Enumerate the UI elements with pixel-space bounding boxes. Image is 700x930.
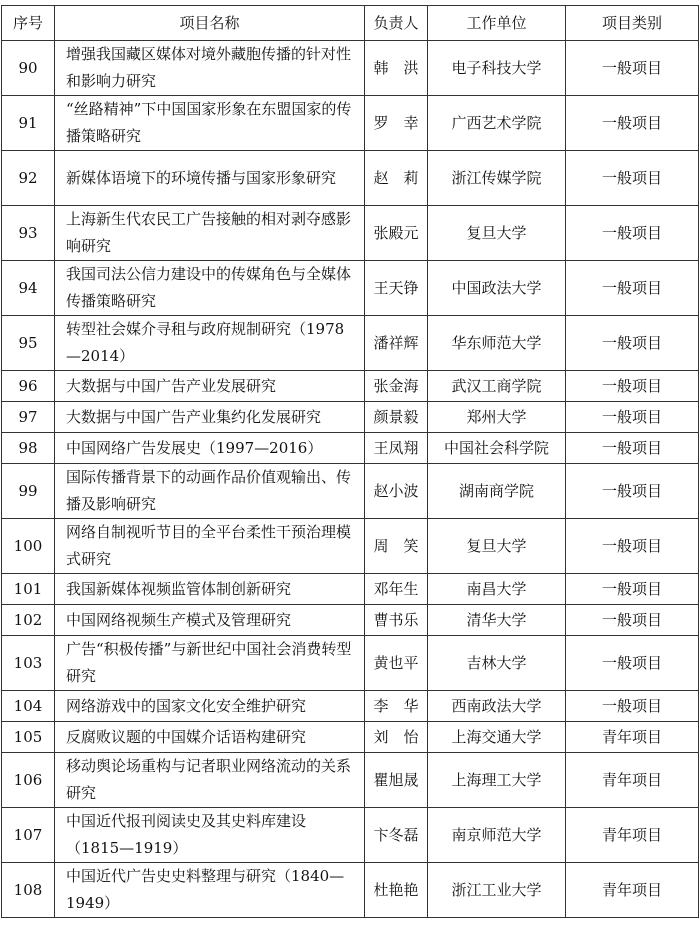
- row-project-name: 中国网络广告发展史（1997—2016）: [55, 433, 365, 464]
- row-project-name: 我国司法公信力建设中的传媒角色与全媒体传播策略研究: [55, 261, 365, 316]
- row-project-name: 广告“积极传播”与新世纪中国社会消费转型研究: [55, 636, 365, 691]
- row-unit: 中国政法大学: [428, 261, 566, 316]
- row-project-name: 中国近代广告史史料整理与研究（1840—1949）: [55, 863, 365, 918]
- table-row: [2, 402, 699, 433]
- row-category: 一般项目: [566, 151, 699, 206]
- row-category: 一般项目: [566, 206, 699, 261]
- row-project-name: 移动舆论场重构与记者职业网络流动的关系研究: [55, 753, 365, 808]
- header-project-name: 项目名称: [55, 6, 365, 41]
- row-person: 周 笑: [365, 519, 428, 574]
- row-unit: 复旦大学: [428, 206, 566, 261]
- table-row: [2, 574, 699, 605]
- row-category: 一般项目: [566, 96, 699, 151]
- row-unit: 复旦大学: [428, 519, 566, 574]
- table-row: [2, 41, 699, 96]
- row-unit: 上海理工大学: [428, 753, 566, 808]
- table-row: [2, 753, 699, 808]
- row-number: 102: [2, 605, 55, 636]
- row-number: 99: [2, 464, 55, 519]
- row-person: 赵小波: [365, 464, 428, 519]
- row-person: 张金海: [365, 371, 428, 402]
- row-person: 李 华: [365, 691, 428, 722]
- row-unit: 西南政法大学: [428, 691, 566, 722]
- row-project-name: 中国近代报刊阅读史及其史料库建设（1815—1919）: [55, 808, 365, 863]
- row-number: 92: [2, 151, 55, 206]
- row-number: 97: [2, 402, 55, 433]
- row-category: 青年项目: [566, 753, 699, 808]
- row-project-name: 新媒体语境下的环境传播与国家形象研究: [55, 151, 365, 206]
- row-person: 颜景毅: [365, 402, 428, 433]
- row-person: 邓年生: [365, 574, 428, 605]
- row-category: 一般项目: [566, 519, 699, 574]
- row-number: 94: [2, 261, 55, 316]
- row-category: 一般项目: [566, 574, 699, 605]
- row-person: 瞿旭晟: [365, 753, 428, 808]
- row-project-name: “丝路精神”下中国国家形象在东盟国家的传播策略研究: [55, 96, 365, 151]
- row-unit: 武汉工商学院: [428, 371, 566, 402]
- row-category: 青年项目: [566, 808, 699, 863]
- table-row: [2, 464, 699, 519]
- row-category: 一般项目: [566, 691, 699, 722]
- row-person: 张殿元: [365, 206, 428, 261]
- row-person: 杜艳艳: [365, 863, 428, 918]
- row-person: 黄也平: [365, 636, 428, 691]
- row-category: 青年项目: [566, 722, 699, 753]
- table-row: [2, 519, 699, 574]
- row-person: 卞冬磊: [365, 808, 428, 863]
- row-project-name: 网络游戏中的国家文化安全维护研究: [55, 691, 365, 722]
- row-number: 101: [2, 574, 55, 605]
- table-row: [2, 863, 699, 918]
- table-row: [2, 722, 699, 753]
- header-unit: 工作单位: [428, 6, 566, 41]
- row-number: 105: [2, 722, 55, 753]
- row-number: 95: [2, 316, 55, 371]
- project-table: [1, 5, 699, 918]
- row-unit: 郑州大学: [428, 402, 566, 433]
- table-row: [2, 96, 699, 151]
- row-person: 韩 洪: [365, 41, 428, 96]
- table-row: [2, 433, 699, 464]
- row-unit: 南昌大学: [428, 574, 566, 605]
- row-unit: 浙江工业大学: [428, 863, 566, 918]
- row-unit: 湖南商学院: [428, 464, 566, 519]
- row-person: 王天铮: [365, 261, 428, 316]
- table-row: [2, 691, 699, 722]
- table-row: [2, 206, 699, 261]
- row-project-name: 转型社会媒介寻租与政府规制研究（1978—2014）: [55, 316, 365, 371]
- row-project-name: 国际传播背景下的动画作品价值观输出、传播及影响研究: [55, 464, 365, 519]
- row-unit: 中国社会科学院: [428, 433, 566, 464]
- row-person: 赵 莉: [365, 151, 428, 206]
- row-person: 曹书乐: [365, 605, 428, 636]
- row-category: 一般项目: [566, 371, 699, 402]
- row-project-name: 大数据与中国广告产业发展研究: [55, 371, 365, 402]
- table-row: [2, 605, 699, 636]
- row-unit: 上海交通大学: [428, 722, 566, 753]
- row-project-name: 反腐败议题的中国媒介话语构建研究: [55, 722, 365, 753]
- row-category: 一般项目: [566, 433, 699, 464]
- table-row: [2, 316, 699, 371]
- row-category: 青年项目: [566, 863, 699, 918]
- row-unit: 华东师范大学: [428, 316, 566, 371]
- table-row: [2, 261, 699, 316]
- row-person: 罗 幸: [365, 96, 428, 151]
- row-project-name: 大数据与中国广告产业集约化发展研究: [55, 402, 365, 433]
- row-number: 96: [2, 371, 55, 402]
- header-no: 序号: [2, 6, 55, 41]
- row-unit: 广西艺术学院: [428, 96, 566, 151]
- row-number: 90: [2, 41, 55, 96]
- table-body: [2, 41, 699, 918]
- row-project-name: 中国网络视频生产模式及管理研究: [55, 605, 365, 636]
- row-number: 100: [2, 519, 55, 574]
- row-category: 一般项目: [566, 261, 699, 316]
- row-unit: 吉林大学: [428, 636, 566, 691]
- row-number: 98: [2, 433, 55, 464]
- row-project-name: 我国新媒体视频监管体制创新研究: [55, 574, 365, 605]
- row-category: 一般项目: [566, 605, 699, 636]
- row-category: 一般项目: [566, 636, 699, 691]
- row-number: 103: [2, 636, 55, 691]
- row-unit: 清华大学: [428, 605, 566, 636]
- row-project-name: 网络自制视听节目的全平台柔性干预治理模式研究: [55, 519, 365, 574]
- table-header-row: [2, 6, 699, 41]
- row-unit: 电子科技大学: [428, 41, 566, 96]
- row-number: 106: [2, 753, 55, 808]
- row-category: 一般项目: [566, 316, 699, 371]
- header-person: 负责人: [365, 6, 428, 41]
- row-number: 107: [2, 808, 55, 863]
- table-row: [2, 808, 699, 863]
- row-category: 一般项目: [566, 402, 699, 433]
- table-row: [2, 636, 699, 691]
- header-category: 项目类别: [566, 6, 699, 41]
- row-project-name: 增强我国藏区媒体对境外藏胞传播的针对性和影响力研究: [55, 41, 365, 96]
- table-row: [2, 151, 699, 206]
- row-unit: 浙江传媒学院: [428, 151, 566, 206]
- row-person: 潘祥辉: [365, 316, 428, 371]
- row-category: 一般项目: [566, 41, 699, 96]
- table-row: [2, 371, 699, 402]
- row-person: 王凤翔: [365, 433, 428, 464]
- row-category: 一般项目: [566, 464, 699, 519]
- row-number: 108: [2, 863, 55, 918]
- row-number: 91: [2, 96, 55, 151]
- row-person: 刘 怡: [365, 722, 428, 753]
- row-unit: 南京师范大学: [428, 808, 566, 863]
- row-project-name: 上海新生代农民工广告接触的相对剥夺感影响研究: [55, 206, 365, 261]
- row-number: 104: [2, 691, 55, 722]
- row-number: 93: [2, 206, 55, 261]
